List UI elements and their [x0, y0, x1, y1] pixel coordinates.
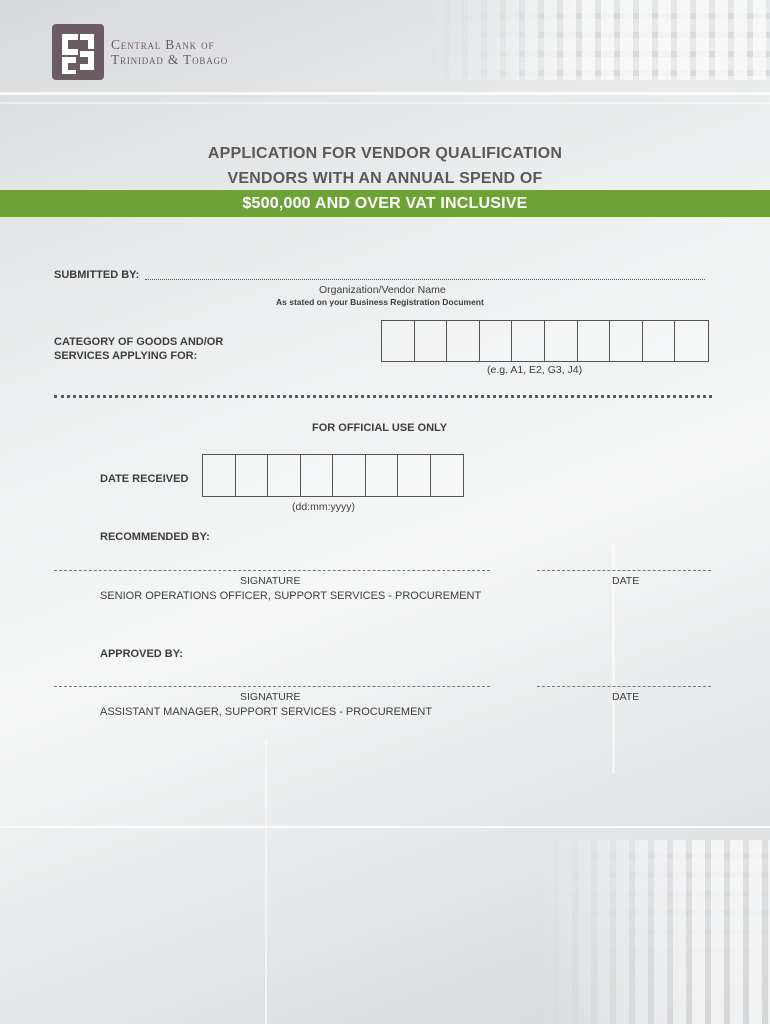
category-code-box[interactable]	[382, 321, 415, 361]
category-label-line2: SERVICES APPLYING FOR:	[54, 350, 198, 362]
registration-caption: As stated on your Business Registration Document	[276, 297, 484, 307]
recommended-by-label: RECOMMENDED BY:	[100, 531, 210, 543]
date-digit-box[interactable]	[333, 455, 366, 496]
official-use-heading: FOR OFFICIAL USE ONLY	[312, 422, 448, 434]
category-code-box[interactable]	[447, 321, 480, 361]
date-format-hint: (dd:mm:yyyy)	[292, 501, 355, 513]
title-banner	[0, 190, 770, 217]
approved-date-label: DATE	[612, 691, 640, 703]
background-stripe	[0, 92, 770, 95]
category-example: (e.g. A1, E2, G3, J4)	[487, 364, 583, 376]
date-received-boxes[interactable]	[202, 454, 464, 497]
category-code-box[interactable]	[643, 321, 676, 361]
section-divider	[54, 395, 712, 398]
category-code-box[interactable]	[578, 321, 611, 361]
background-pattern-bottom	[540, 840, 770, 1024]
date-digit-box[interactable]	[268, 455, 301, 496]
category-code-box[interactable]	[675, 321, 708, 361]
bank-name	[111, 37, 228, 67]
organization-caption: Organization/Vendor Name	[319, 284, 446, 296]
submitted-by-label: SUBMITTED BY:	[54, 269, 140, 281]
bank-logo-mark	[52, 24, 104, 80]
recommended-signature-label: SIGNATURE	[240, 575, 301, 587]
approved-signature-line[interactable]	[54, 686, 490, 687]
approved-date-line[interactable]	[537, 686, 711, 687]
category-code-box[interactable]	[512, 321, 545, 361]
date-received-label: DATE RECEIVED	[100, 473, 189, 485]
background-stripe	[0, 102, 770, 104]
recommended-role: SENIOR OPERATIONS OFFICER, SUPPORT SERVICES - PROCUREMENT	[100, 590, 482, 602]
category-code-boxes[interactable]	[381, 320, 709, 362]
background-stripe	[0, 826, 770, 828]
approved-by-label: APPROVED BY:	[100, 648, 183, 660]
category-code-box[interactable]	[480, 321, 513, 361]
date-digit-box[interactable]	[236, 455, 269, 496]
background-stripe	[265, 740, 267, 1024]
form-subtitle: VENDORS WITH AN ANNUAL SPEND OF	[227, 170, 543, 187]
category-code-box[interactable]	[415, 321, 448, 361]
bank-name-line1: Central Bank of	[111, 37, 215, 52]
approved-role: ASSISTANT MANAGER, SUPPORT SERVICES - PROCUREMENT	[100, 706, 433, 718]
category-label-line1: CATEGORY OF GOODS AND/OR	[54, 336, 224, 348]
recommended-date-line[interactable]	[537, 570, 711, 571]
form-title: APPLICATION FOR VENDOR QUALIFICATION	[207, 145, 563, 162]
date-digit-box[interactable]	[366, 455, 399, 496]
date-digit-box[interactable]	[398, 455, 431, 496]
recommended-signature-line[interactable]	[54, 570, 490, 571]
date-digit-box[interactable]	[203, 455, 236, 496]
submitted-by-field[interactable]	[145, 279, 705, 280]
bank-logo	[52, 24, 104, 80]
recommended-date-label: DATE	[612, 575, 640, 587]
date-digit-box[interactable]	[431, 455, 464, 496]
approved-signature-label: SIGNATURE	[240, 691, 301, 703]
banner-text: $500,000 AND OVER VAT INCLUSIVE	[242, 195, 528, 212]
category-code-box[interactable]	[545, 321, 578, 361]
background-pattern-top	[430, 0, 770, 80]
category-code-box[interactable]	[610, 321, 643, 361]
bank-name-line2: Trinidad & Tobago	[111, 52, 229, 67]
date-digit-box[interactable]	[301, 455, 334, 496]
